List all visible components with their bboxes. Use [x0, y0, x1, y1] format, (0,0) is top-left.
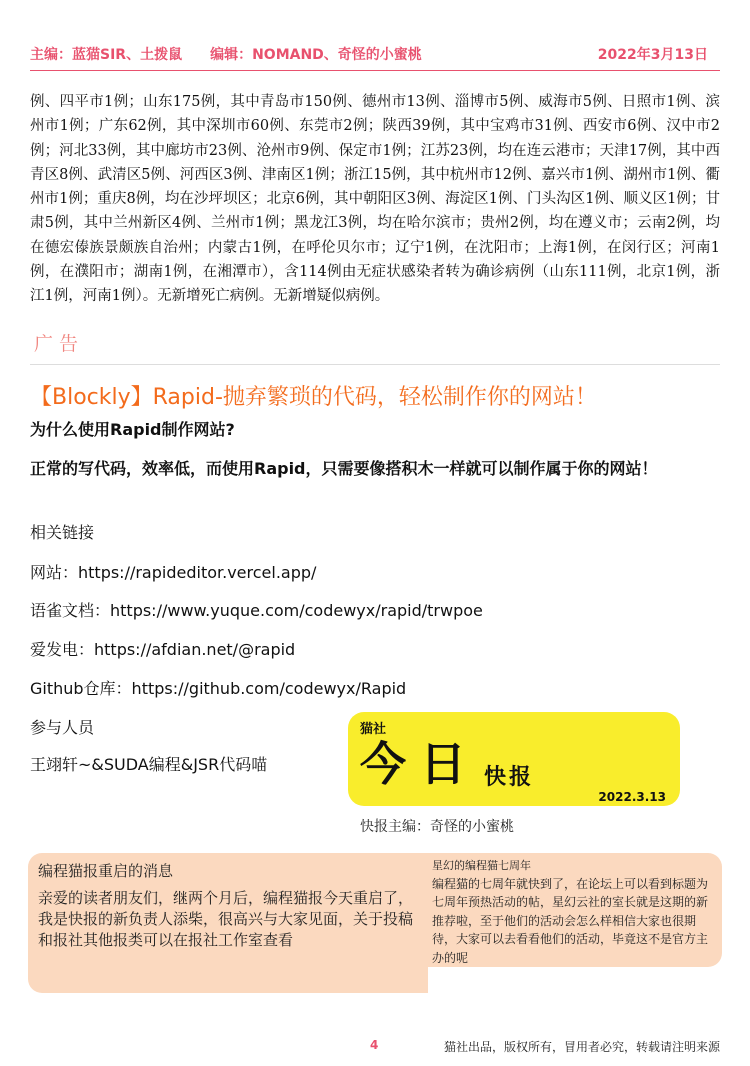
- github-link[interactable]: Github仓库：https://github.com/codewyx/Rapid: [30, 679, 407, 698]
- page-header: [30, 44, 720, 64]
- badge-kuai-label: 快报: [484, 765, 535, 790]
- ad-divider: [30, 364, 720, 365]
- daily-news-badge: [348, 712, 680, 806]
- participants-heading: 参与人员: [30, 718, 95, 737]
- links-heading: 相关链接: [30, 523, 95, 542]
- editors: 编辑：NOMAND、奇怪的小蜜桃: [210, 47, 422, 63]
- ad-question: 为什么使用Rapid制作网站?: [30, 420, 235, 439]
- brief-b-title: 星幻的编程猫七周年: [432, 859, 531, 872]
- brief-editor: 快报主编：奇怪的小蜜桃: [360, 819, 514, 835]
- issue-date: 2022年3月13日: [597, 47, 708, 63]
- ad-description: 正常的写代码，效率低，而使用Rapid，只需要像搭积木一样就可以制作属于你的网站！: [30, 459, 658, 478]
- brief-a-title: 编程猫报重启的消息: [38, 862, 174, 880]
- header-credits: [30, 44, 422, 64]
- brief-panel-restart: [28, 853, 428, 993]
- brief-b-text: 编程猫的七周年就快到了，在论坛上可以看到标题为七周年预热活动的帖，星幻云社的室长就是这期的新推荐啦，至于他们的活动会怎么样相信大家也很期待，大家可以去看看他们的活动，毕竟这不是官方主办的呢: [432, 877, 709, 965]
- yuque-link[interactable]: 语雀文档：https://www.yuque.com/codewyx/rapid/trwpoe: [30, 601, 483, 620]
- website-link[interactable]: 网站：https://rapideditor.vercel.app/: [30, 563, 317, 582]
- header-divider: [30, 70, 720, 71]
- badge-date: 2022.3.13: [598, 790, 666, 804]
- footer-copyright: 猫社出品，版权所有，冒用者必究，转载请注明来源: [443, 1040, 720, 1054]
- news-paragraph: 例、四平市1例；山东175例，其中青岛市150例、德州市13例、淄博市5例、威海市5例、日照市1例、滨州市1例；广东62例，其中深圳市60例、东莞市2例；陕西39例，其中宝鸡市31例、西安市6例、汉中市2例；河北33例，其中廊坊市23例、沧州市9例、保定市1例；江苏23例，均在连云港市；天津17例，其中西青区8例、武清区5例、河西区3例、津南区1例；浙江15例，其中杭州市12例、嘉兴市1例、湖州市1例、衢州市1例；重庆8例，均在沙坪坝区；北京6例，其中朝阳区3例、海淀区1例、门头沟区1例、顺义区1例；甘肃5例，其中兰州新区4例、兰州市1例；黑龙江3例，均在哈尔滨市；贵州2例，均在遵义市；云南2例，均在德宏傣族景颇族自治州；内蒙古1例，在呼伦贝尔市；辽宁1例，在沈阳市；上海1例，在闵行区；河南1例，在濮阳市；湖南1例，在湘潭市），含114例由无症状感染者转为确诊病例（山东111例，北京1例，浙江1例，河南1例）。无新增死亡病例。无新增疑似病例。: [30, 94, 720, 305]
- page-number: 4: [370, 1038, 379, 1052]
- participants-names: 王翊轩~&SUDA编程&JSR代码喵: [30, 755, 268, 774]
- brief-panel-anniversary: [428, 853, 722, 967]
- ad-section-label: 广告: [34, 333, 85, 355]
- ad-title: 【Blockly】Rapid-抛弃繁琐的代码，轻松制作你的网站！: [30, 385, 597, 410]
- badge-big-label: 今日: [360, 737, 480, 791]
- afdian-link[interactable]: 爱发电：https://afdian.net/@rapid: [30, 640, 296, 659]
- chief-editor: 主编：蓝猫SIR、土拨鼠: [30, 47, 183, 63]
- badge-small-label: 猫社: [360, 722, 387, 737]
- brief-a-text: 亲爱的读者朋友们，继两个月后，编程猫报今天重启了，我是快报的新负责人添柴，很高兴与大家见面，关于投稿和报社其他报类可以在报社工作室查看: [38, 889, 414, 949]
